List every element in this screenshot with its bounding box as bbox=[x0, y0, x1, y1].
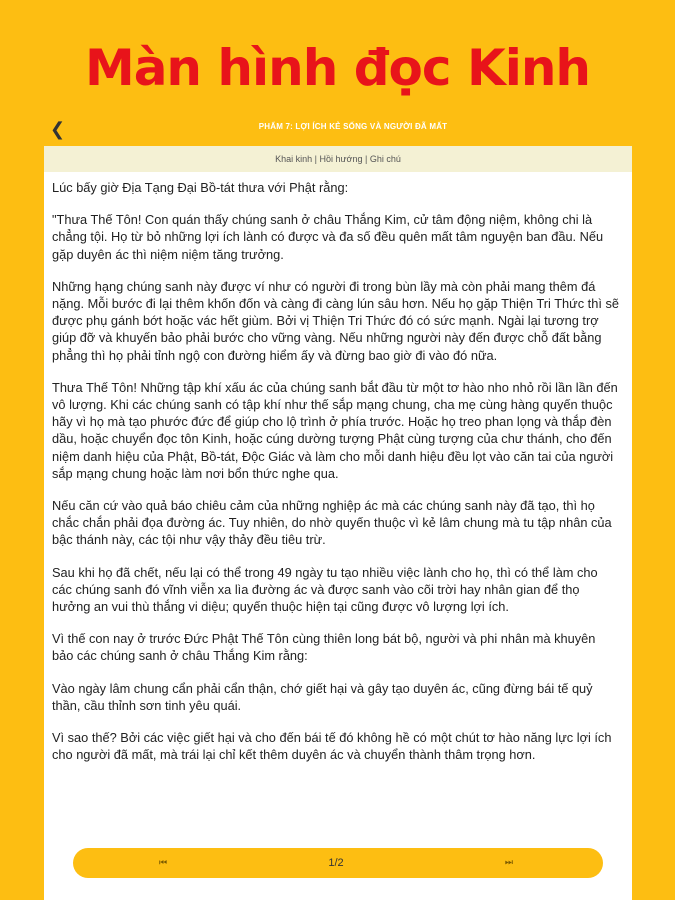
page-navigator bbox=[73, 848, 603, 878]
paragraph: Những hạng chúng sanh này được ví như có người đi trong bùn lầy mà còn phải mang thêm đá nặng. Mỗi bước đi lại thêm khốn đốn và càng đi càng lún sâu hơn. Nếu họ gặp Thiện Tri Thức thì sẽ được phụ gánh bớt hoặc vác hết giùm. Bởi vị Thiện Tri Thức đó có sức mạnh. Ngài lại tương trợ giúp đỡ và khuyến bảo phải bước cho vững vàng. Nếu những người này đến được chỗ đất bằng phẳng thì họ phải tỉnh ngộ con đường hiểm ấy và đừng bao giờ đi vào đó nữa. bbox=[52, 278, 619, 363]
menu-separator: | bbox=[362, 154, 370, 164]
chevron-left-icon[interactable]: ❮ bbox=[50, 119, 66, 140]
paragraph: Vì thế con nay ở trước Đức Phật Thế Tôn cùng thiên long bát bộ, người và phi nhân mà khuyên bảo các chúng sanh ở châu Thắng Kim rằng: bbox=[52, 631, 596, 664]
paragraph: Lúc bấy giờ Địa Tạng Đại Bồ-tát thưa với Phật rằng: bbox=[52, 180, 349, 195]
chapter-title: PHẨM 7: LỢI ÍCH KẺ SỐNG VÀ NGƯỜI ĐÃ MẤT bbox=[258, 122, 448, 131]
sutra-text bbox=[44, 172, 632, 763]
next-page-icon[interactable]: ⏭ bbox=[504, 858, 513, 868]
screen-headline: Màn hình đọc Kinh bbox=[84, 39, 591, 97]
paragraph: "Thưa Thế Tôn! Con quán thấy chúng sanh ở châu Thắng Kim, cử tâm động niệm, không chi là chẳng tội. Họ từ bỏ những lợi ích lành có được và đa số đều quên mất tâm nguyện ban đầu. Nếu gặp duyên ác thì niệm niệm tăng trưởng. bbox=[52, 212, 604, 262]
paragraph: Vì sao thế? Bởi các việc giết hại và cho đến bái tế đó không hề có một chút tơ hào năng lực lợi ích cho người đã mất, mà trái lại chỉ kết thêm duyên ác và chuyển thành thâm trọng hơn. bbox=[52, 730, 612, 763]
menu-open-sutra[interactable]: Khai kinh bbox=[275, 154, 313, 164]
menu-separator: | bbox=[312, 154, 320, 164]
reader-menu bbox=[44, 146, 632, 172]
page-indicator: 1/2 bbox=[328, 857, 344, 869]
previous-page-icon[interactable]: ⏮ bbox=[159, 858, 168, 868]
reading-sheet bbox=[44, 146, 632, 900]
paragraph: Thưa Thế Tôn! Những tập khí xấu ác của chúng sanh bắt đầu từ một tơ hào nho nhỏ rồi lần lần đến vô lượng. Khi các chúng sanh có tập khí như thế sắp mạng chung, cha mẹ cùng hàng quyến thuộc hãy vì họ mà tạo phước đức để giúp cho lộ trình ở phía trước. Hoặc họ treo phan lọng và thắp đèn dầu, hoặc chuyển đọc tôn Kinh, hoặc cúng dường tượng Phật cùng tượng của chư thánh, cho đến niệm danh hiệu của Phật, Bồ-tát, Độc Giác và làm cho mỗi danh hiệu đều lọt vào căn tai của người sắp mạng chung hoặc làm nơi bổn thức nghe qua. bbox=[52, 379, 618, 481]
paragraph: Nếu căn cứ vào quả báo chiêu cảm của những nghiệp ác mà các chúng sanh này đã tạo, thì họ chắc chắn phải đọa đường ác. Tuy nhiên, do nhờ quyến thuộc vì kẻ lâm chung mà tu tập nhân của bậc thánh này, các tội như vậy thảy đều tiêu trừ. bbox=[52, 498, 612, 548]
menu-dedication[interactable]: Hồi hướng bbox=[319, 154, 363, 164]
paragraph: Sau khi họ đã chết, nếu lại có thể trong 49 ngày tu tạo nhiều việc lành cho họ, thì có thể làm cho các chúng sanh đó vĩnh viễn xa lìa đường ác và được sanh vào cõi trời hay nhân gian để thọ hưởng an vui thù thắng vi diệu; quyến thuộc hiện tại cũng được vô lượng lợi ích. bbox=[52, 564, 598, 615]
reader-navbar bbox=[44, 116, 632, 146]
menu-notes[interactable]: Ghi chú bbox=[369, 154, 401, 164]
paragraph: Vào ngày lâm chung cẩn phải cẩn thận, chớ giết hại và gây tạo duyên ác, cũng đừng bái tế quỷ thần, cầu thỉnh sơn tinh yêu quái. bbox=[52, 680, 593, 713]
